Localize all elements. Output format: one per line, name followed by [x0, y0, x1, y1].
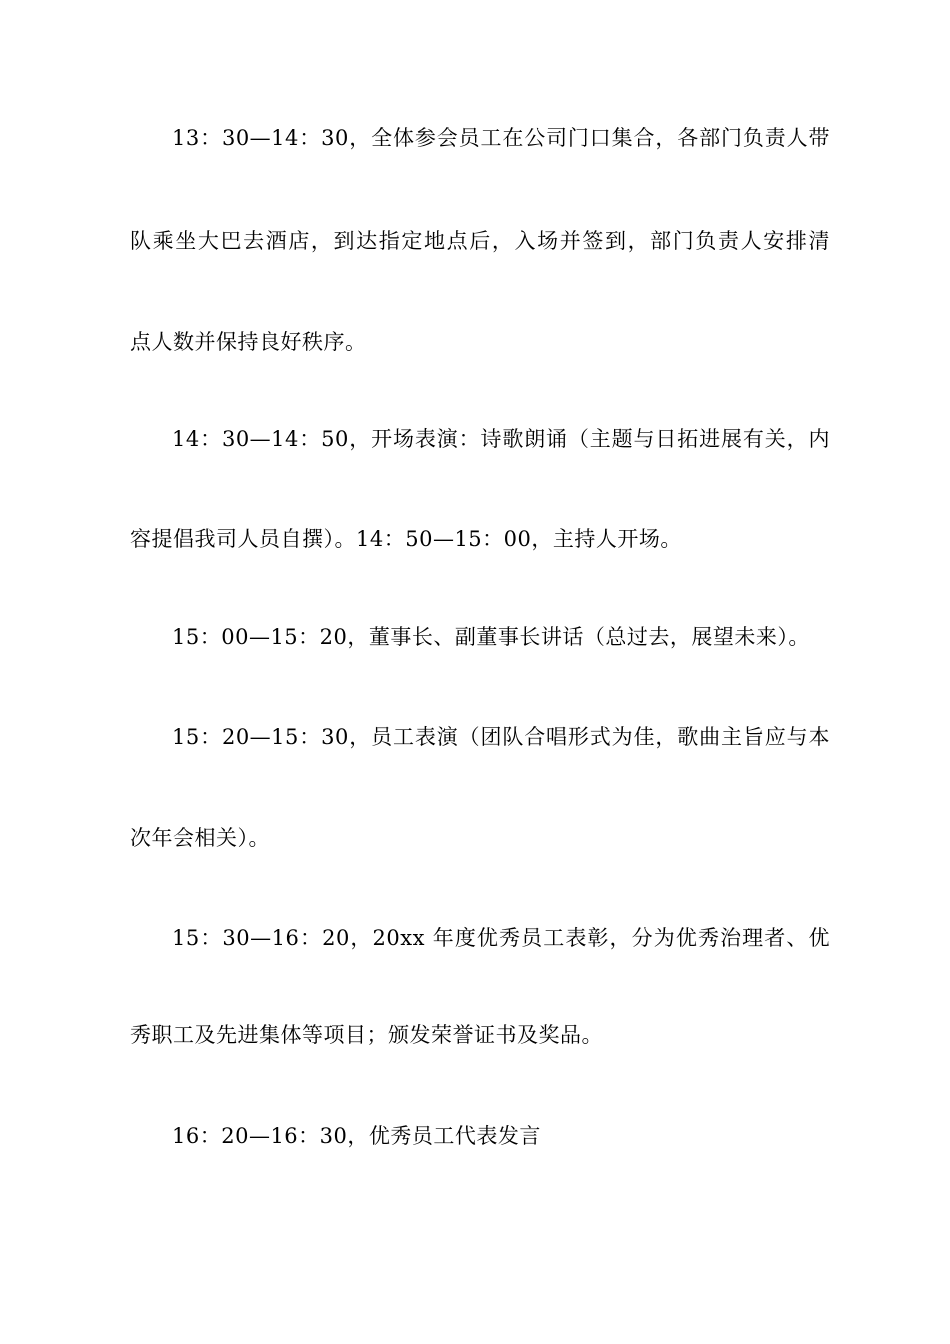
paragraph-6-line-1: 16：20—16：30，优秀员工代表发言	[172, 1124, 541, 1148]
paragraph-1-line-1: 13：30—14：30，全体参会员工在公司门口集合，各部门负责人带	[172, 126, 830, 150]
paragraph-3-line-1: 15：00—15：20，董事长、副董事长讲话（总过去，展望未来）。	[172, 625, 810, 649]
paragraph-1-line-2: 队乘坐大巴去酒店，到达指定地点后，入场并签到，部门负责人安排清	[130, 229, 830, 253]
paragraph-5-line-1: 15：30—16：20，20xx 年度优秀员工表彰，分为优秀治理者、优	[172, 926, 830, 950]
paragraph-2-line-1: 14：30—14：50，开场表演：诗歌朗诵（主题与日拓进展有关，内	[172, 427, 830, 451]
paragraph-5-line-2: 秀职工及先进集体等项目；颁发荣誉证书及奖品。	[130, 1023, 603, 1047]
paragraph-2-line-2: 容提倡我司人员自撰）。14：50—15：00，主持人开场。	[130, 527, 682, 551]
paragraph-4-line-1: 15：20—15：30，员工表演（团队合唱形式为佳，歌曲主旨应与本	[172, 725, 830, 749]
paragraph-1-line-3: 点人数并保持良好秩序。	[130, 330, 367, 354]
paragraph-4-line-2: 次年会相关）。	[130, 826, 270, 850]
